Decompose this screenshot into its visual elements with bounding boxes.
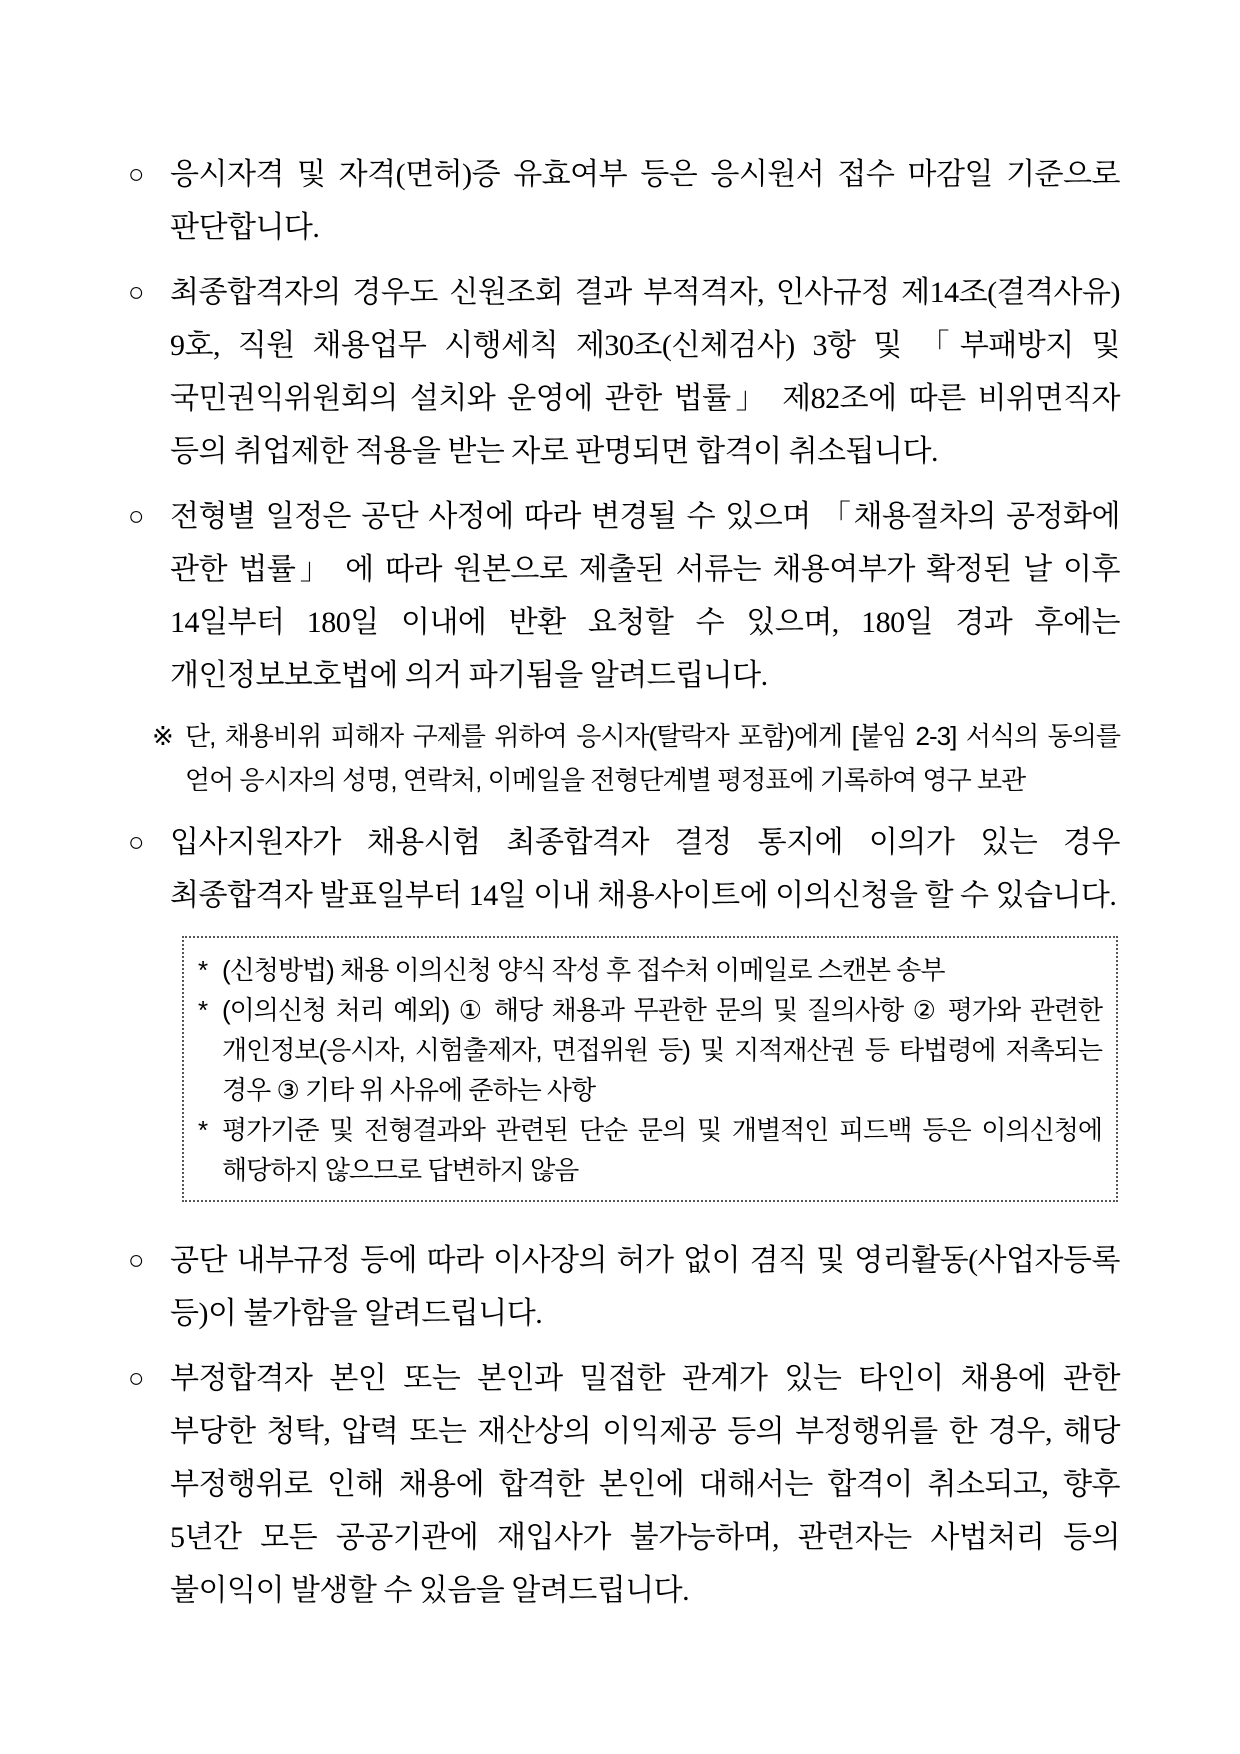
notice-body <box>128 148 1120 1629</box>
circle-bullet-marker: ○ <box>128 159 144 189</box>
bullet-text: 전형별 일정은 공단 사정에 따라 변경될 수 있으며 「채용절차의 공정화에 관한 법률」 에 따라 원본으로 제출된 서류는 채용여부가 확정된 날 이후 14일부터 180일 이내에 반환 요청할 수 있으며, 180일 경과 후에는 개인정보보호법에 의거 파기됨을 알려드립니다. <box>170 500 1120 692</box>
box-item-text: (신청방법) 채용 이의신청 양식 작성 후 접수처 이메일로 스캔본 송부 <box>222 955 945 985</box>
circle-bullet-marker: ○ <box>128 277 144 307</box>
bullet-text: 입사지원자가 채용시험 최종합격자 결정 통지에 이의가 있는 경우 최종합격자 발표일부터 14일 이내 채용사이트에 이의신청을 할 수 있습니다. <box>170 826 1120 912</box>
asterisk-marker: * <box>198 955 208 985</box>
bullet-item-fraudulent-pass-penalty <box>128 1352 1120 1617</box>
box-item-simple-inquiries <box>198 1110 1102 1190</box>
note-item-victim-relief <box>152 714 1120 802</box>
box-item-text: 평가기준 및 전형결과와 관련된 단순 문의 및 개별적인 피드백 등은 이의신청에 해당하지 않으므로 답변하지 않음 <box>222 1115 1102 1185</box>
bullet-text: 부정합격자 본인 또는 본인과 밀접한 관계가 있는 타인이 채용에 관한 부당한 청탁, 압력 또는 재산상의 이익제공 등의 부정행위를 한 경우, 해당 부정행위로 인해 채용에 합격한 본인에 대해서는 합격이 취소되고, 향후 5년간 모든 공공기관에 재입사가 불가능하며, 관련자는 사법처리 등의 불이익이 발생할 수 있음을 알려드립니다. <box>170 1362 1120 1607</box>
reference-mark: ※ <box>152 721 173 751</box>
asterisk-marker: * <box>198 1115 208 1145</box>
objection-procedure-box <box>182 936 1118 1202</box>
circle-bullet-marker: ○ <box>128 501 144 531</box>
bullet-item-final-pass-disqualification <box>128 266 1120 478</box>
box-item-application-method <box>198 950 1102 990</box>
bullet-text: 최종합격자의 경우도 신원조회 결과 부적격자, 인사규정 제14조(결격사유) 9호, 직원 채용업무 시행세칙 제30조(신체검사) 3항 및 「부패방지 및 국민권익위원회의 설치와 운영에 관한 법률」 제82조에 따른 비위면직자 등의 취업제한 적용을 받는 자로 판명되면 합격이 취소됩니다. <box>170 276 1120 468</box>
circle-bullet-marker: ○ <box>128 1245 144 1275</box>
box-item-processing-exceptions <box>198 990 1102 1110</box>
bullet-item-objection-filing <box>128 816 1120 922</box>
note-text: 단, 채용비위 피해자 구제를 위하여 응시자(탈락자 포함)에게 [붙임 2-3] 서식의 동의를 얻어 응시자의 성명, 연락처, 이메일을 전형단계별 평정표에 기록하여 영구 보관 <box>185 721 1120 795</box>
circle-bullet-marker: ○ <box>128 827 144 857</box>
bullet-text: 공단 내부규정 등에 따라 이사장의 허가 없이 겸직 및 영리활동(사업자등록 등)이 불가함을 알려드립니다. <box>170 1244 1120 1330</box>
bullet-item-eligibility-deadline <box>128 148 1120 254</box>
asterisk-marker: * <box>198 995 208 1025</box>
bullet-item-schedule-document-return <box>128 490 1120 702</box>
circle-bullet-marker: ○ <box>128 1363 144 1393</box>
bullet-item-no-side-jobs <box>128 1234 1120 1340</box>
box-item-text: (이의신청 처리 예외) ① 해당 채용과 무관한 문의 및 질의사항 ② 평가와 관련한 개인정보(응시자, 시험출제자, 면접위원 등) 및 지적재산권 등 타법령에 저촉되는 경우 ③ 기타 위 사유에 준하는 사항 <box>222 995 1102 1105</box>
bullet-text: 응시자격 및 자격(면허)증 유효여부 등은 응시원서 접수 마감일 기준으로 판단합니다. <box>170 158 1120 244</box>
